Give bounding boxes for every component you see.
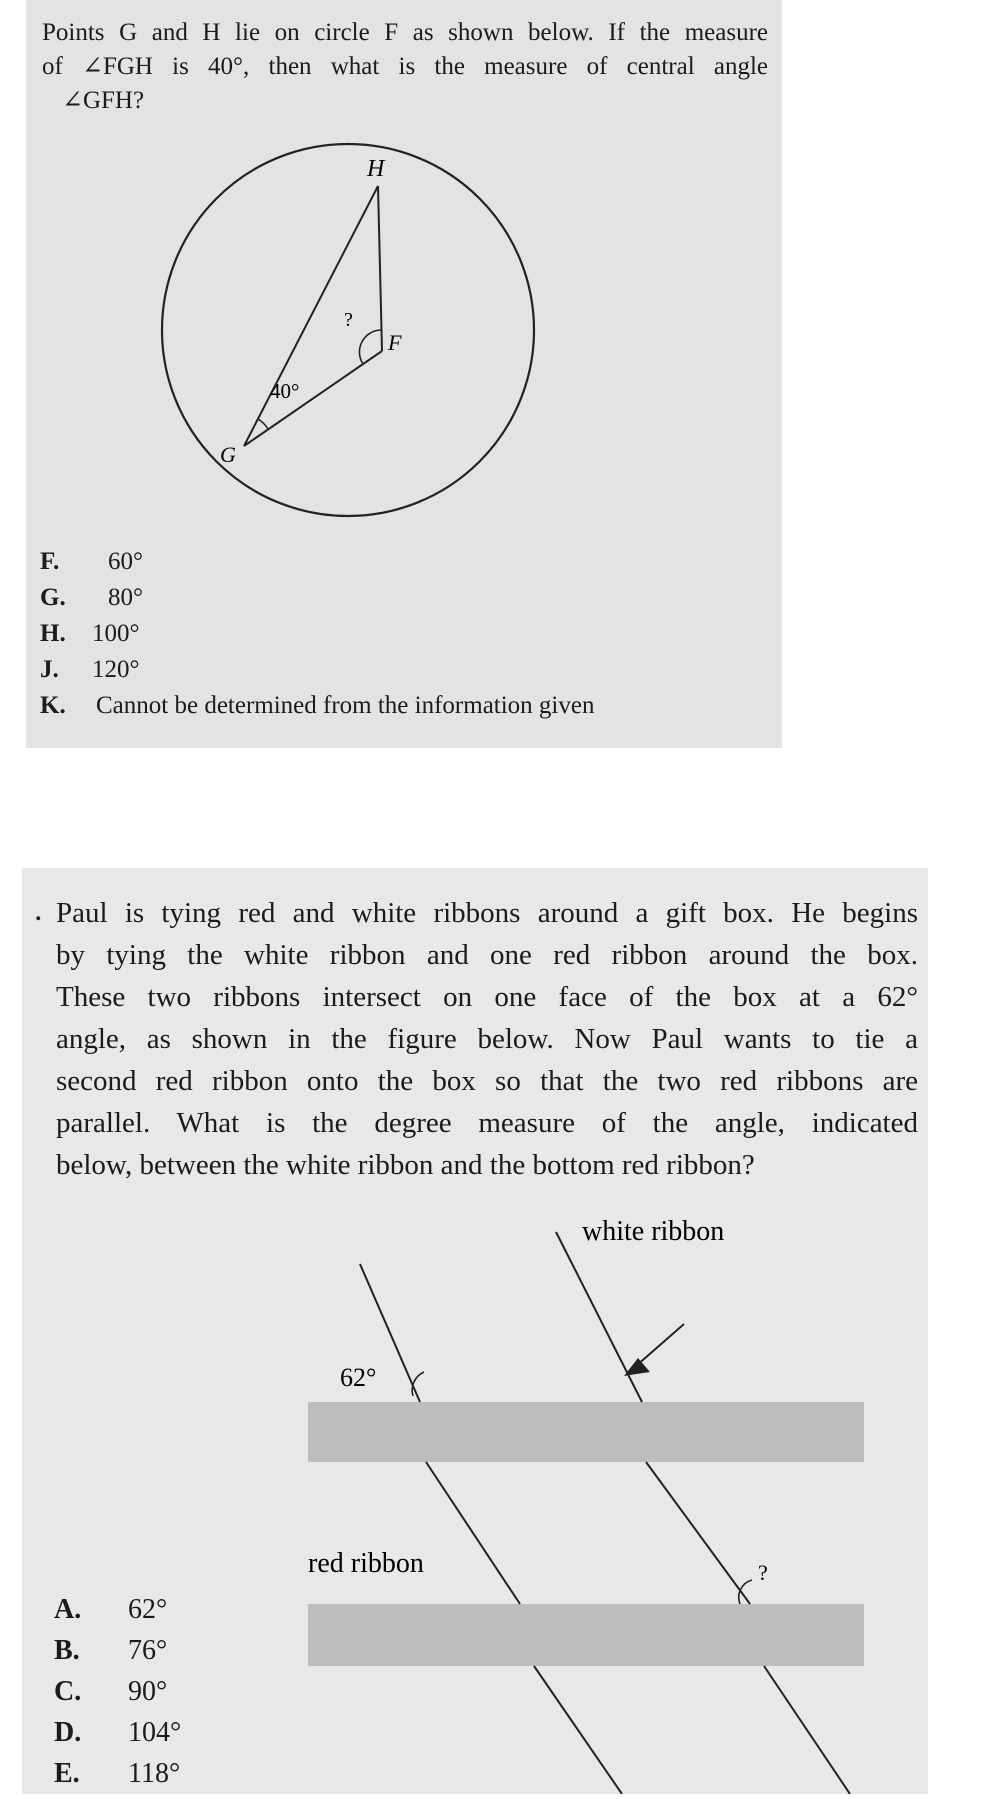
question-2-line: angle, as shown in the figure below. Now Paul wants to tie a	[56, 1023, 918, 1055]
question-2-line: by tying the white ribbon and one red ribbon around the box.	[56, 939, 918, 971]
choice-letter: E.	[54, 1758, 80, 1789]
question-2-line: parallel. What is the degree measure of the angle, indicated	[56, 1107, 918, 1139]
choice-letter: F.	[40, 548, 60, 575]
white-ribbon-edge-middle	[646, 1462, 750, 1604]
choice-value: 104°	[128, 1717, 182, 1748]
choice-value: 62°	[128, 1594, 168, 1625]
question-1-panel	[26, 0, 782, 748]
red-ribbon-label: red ribbon	[308, 1548, 424, 1579]
question-2-choices	[54, 1594, 294, 1799]
choice-j[interactable]	[40, 656, 760, 692]
question-2-line: below, between the white ribbon and the bottom red ribbon?	[56, 1149, 755, 1181]
angle-unknown-label: ?	[344, 309, 353, 331]
white-ribbon-edge-upper	[556, 1232, 642, 1402]
question-1-line: ∠GFH?	[62, 87, 145, 114]
choice-b[interactable]	[54, 1635, 294, 1676]
angle-arc-62	[412, 1372, 424, 1396]
choice-value: 90°	[128, 1676, 168, 1707]
choice-d[interactable]	[54, 1717, 294, 1758]
white-ribbon-edge-lower	[764, 1666, 850, 1794]
choice-letter: D.	[54, 1717, 82, 1748]
choice-a[interactable]	[54, 1594, 294, 1635]
choice-value: 100°	[92, 620, 140, 647]
question-2-line: These two ribbons intersect on one face of the box at a 62°	[56, 981, 918, 1013]
bottom-red-ribbon	[308, 1604, 864, 1666]
label-f: F	[388, 330, 402, 355]
choice-letter: A.	[54, 1594, 82, 1625]
radius-hf	[378, 186, 382, 351]
choice-value: 118°	[128, 1758, 181, 1789]
choice-c[interactable]	[54, 1676, 294, 1717]
choice-f[interactable]	[40, 548, 760, 584]
top-red-ribbon	[308, 1402, 864, 1462]
choice-letter: K.	[40, 692, 66, 719]
choice-letter: H.	[40, 620, 66, 647]
angle-40-label: 40°	[270, 379, 300, 403]
question-bullet: .	[34, 891, 43, 928]
question-2-line: Paul is tying red and white ribbons around a gift box. He begins	[56, 897, 918, 929]
white-ribbon-arrow-head	[624, 1358, 650, 1376]
choice-value: 80°	[108, 584, 143, 611]
choice-letter: J.	[40, 656, 59, 683]
question-2-panel	[22, 868, 928, 1794]
left-ribbon-edge-lower	[534, 1666, 622, 1794]
choice-letter: C.	[54, 1676, 82, 1707]
left-ribbon-edge-middle	[426, 1462, 520, 1604]
choice-letter: B.	[54, 1635, 80, 1666]
chord-gh	[244, 186, 378, 446]
segment-gf	[244, 351, 382, 446]
angle-arc-g	[258, 419, 268, 429]
choice-e[interactable]	[54, 1758, 294, 1799]
choice-value: 76°	[128, 1635, 168, 1666]
question-2-line: second red ribbon onto the box so that the two red ribbons are	[56, 1065, 918, 1097]
white-ribbon-arrow-shaft	[636, 1324, 684, 1366]
choice-value: 120°	[92, 656, 140, 683]
choice-k[interactable]	[40, 692, 760, 728]
question-1-line: Points G and H lie on circle F as shown below. If the measure	[42, 19, 768, 46]
question-1-line: of ∠FGH is 40°, then what is the measure of central angle	[42, 53, 768, 80]
choice-value: Cannot be determined from the information given	[96, 692, 595, 719]
angle-unknown-label: ?	[758, 1560, 768, 1585]
question-1-choices	[40, 548, 760, 728]
label-h: H	[367, 156, 385, 182]
white-ribbon-label: white ribbon	[582, 1216, 725, 1247]
label-g: G	[220, 442, 236, 467]
choice-g[interactable]	[40, 584, 760, 620]
choice-value: 60°	[108, 548, 143, 575]
angle-62-label: 62°	[340, 1363, 377, 1392]
choice-letter: G.	[40, 584, 66, 611]
choice-h[interactable]	[40, 620, 760, 656]
